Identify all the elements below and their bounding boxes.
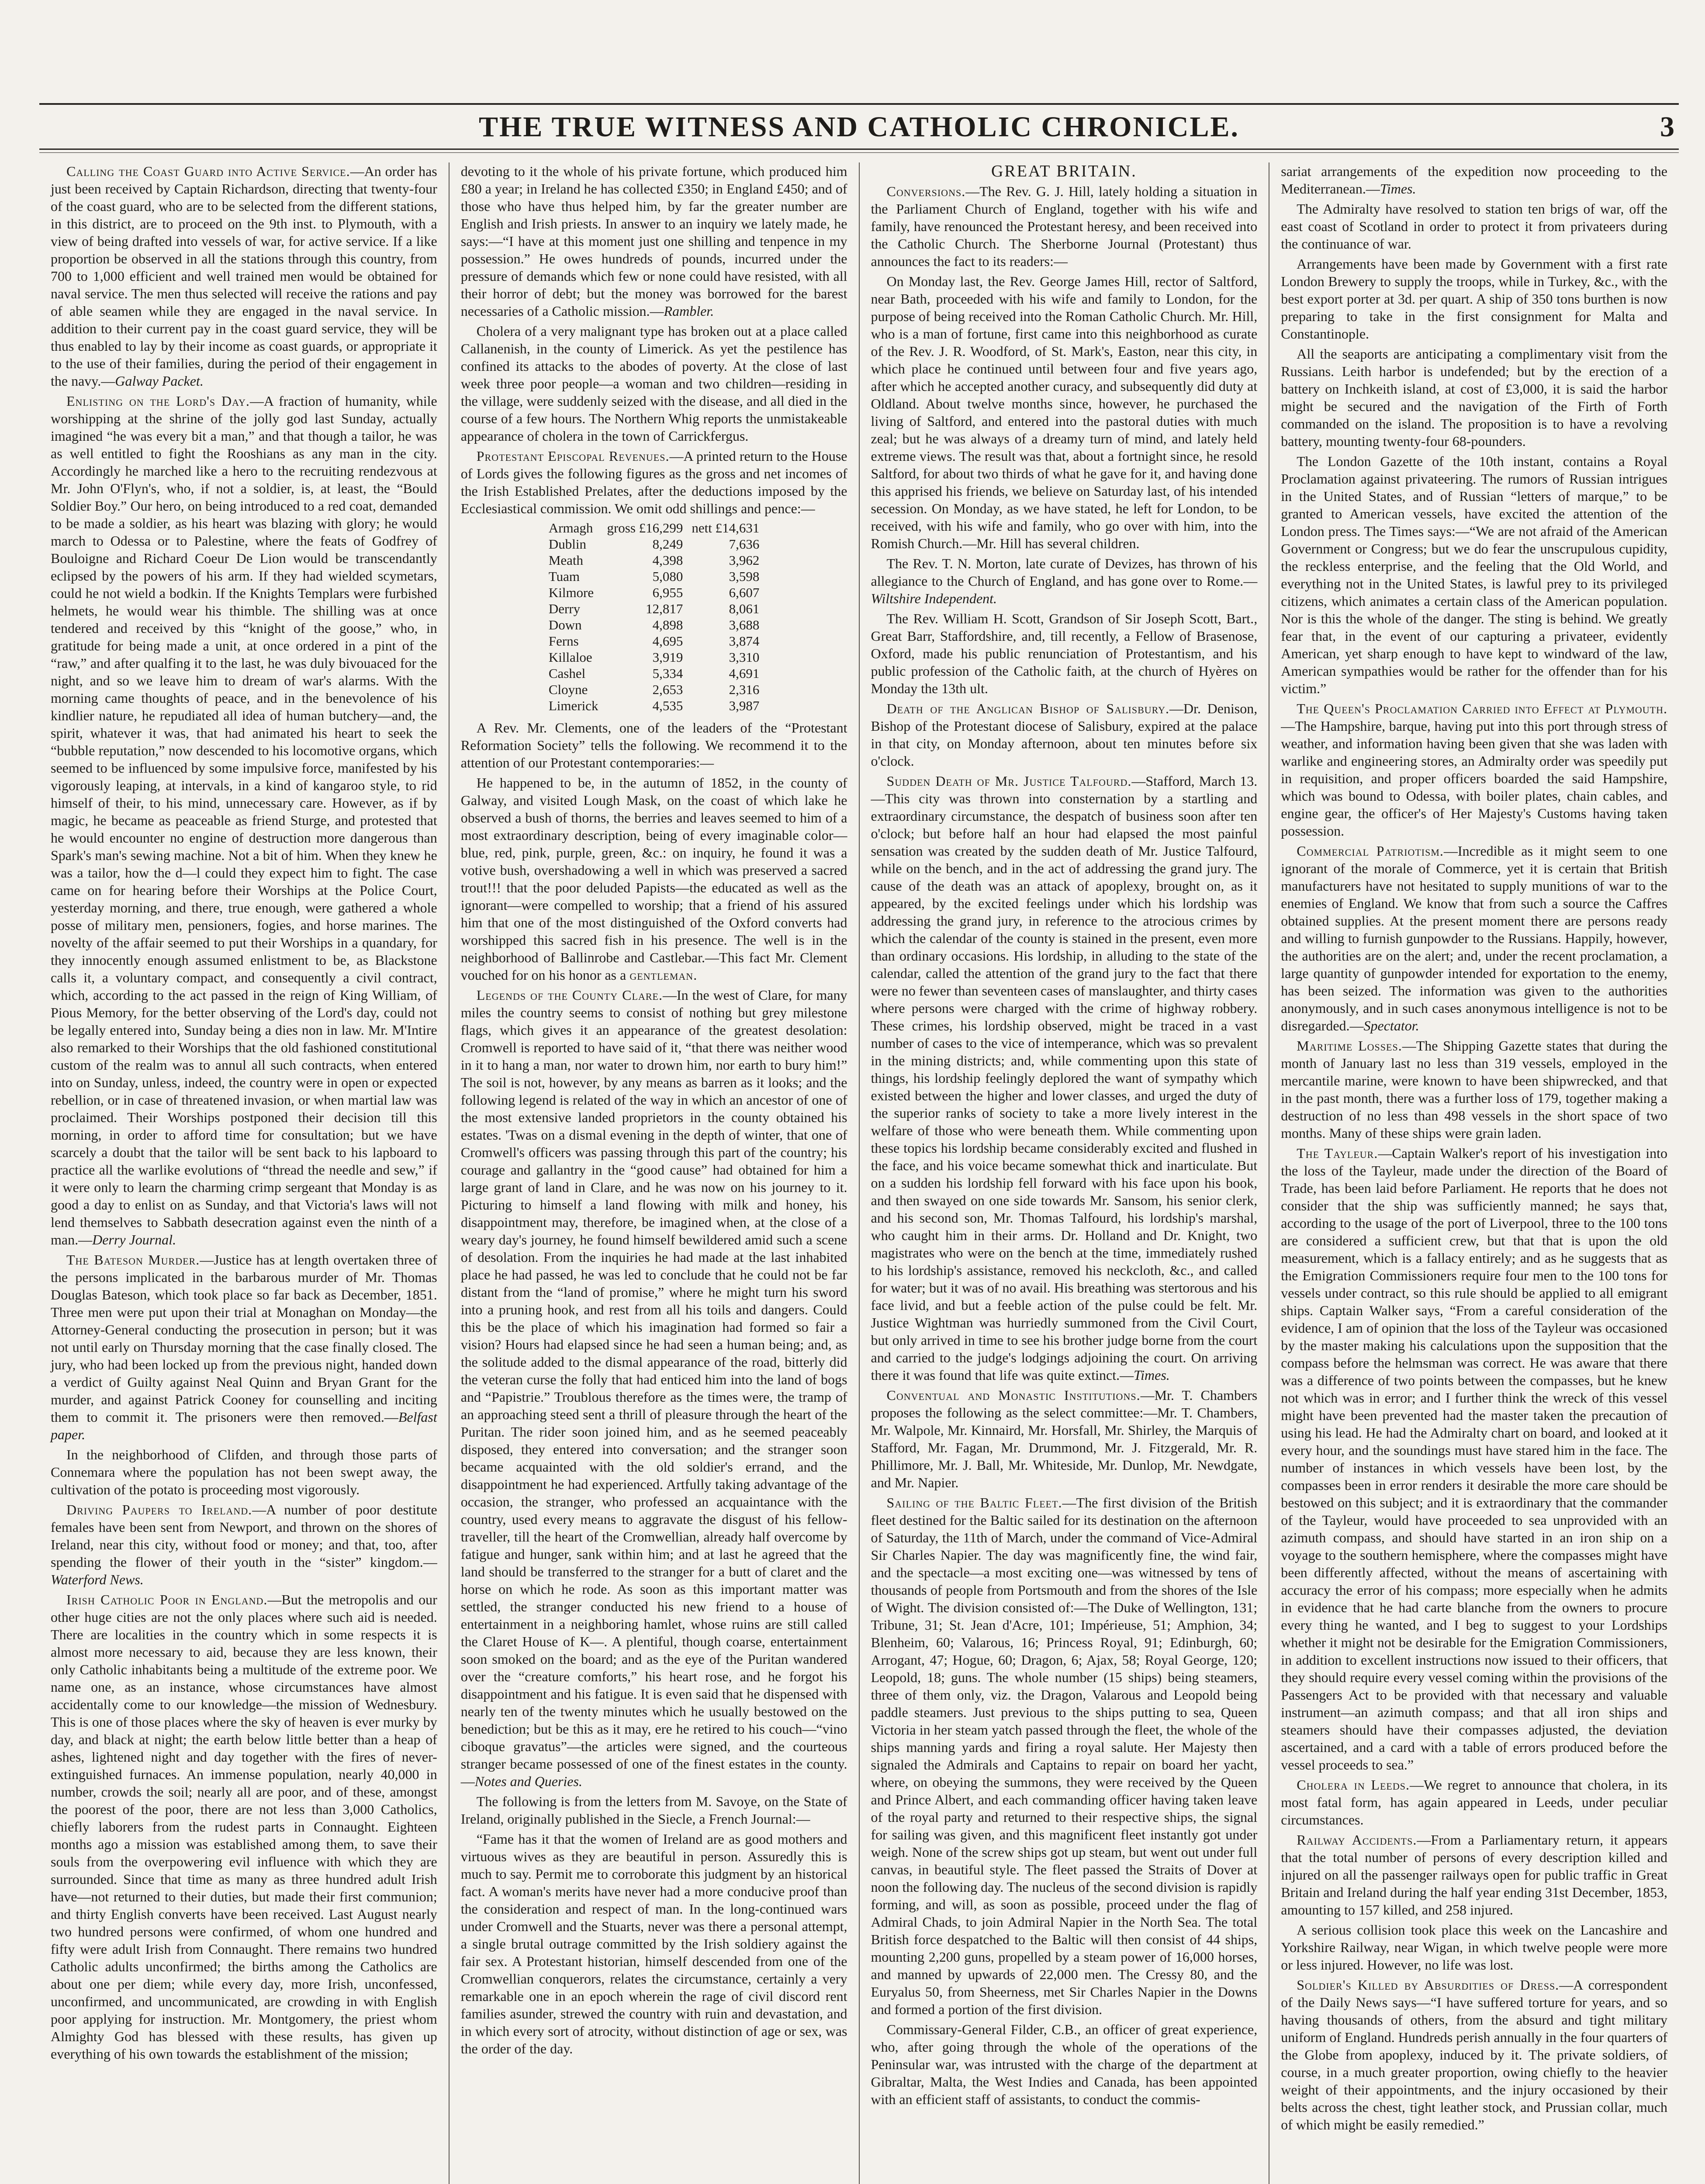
revenue-nett: 3,987 — [729, 698, 760, 713]
article-text: —A number of poor destitute females have been sent from Newport, and thrown on the shores of Ireland, near this city, without food or money; and that, too, after spending the flower of their youth in the “sister” kingdom.— — [51, 1502, 437, 1570]
article-source: Derry Journal. — [92, 1232, 176, 1248]
column-4 — [1269, 162, 1679, 2184]
article-heading: The Queen's Proclamation Carried into Effect at Plymouth. — [1297, 701, 1667, 716]
article-text: The Rev. T. N. Morton, late curate of Devizes, has thrown of his allegiance to the Church of England, and has gone over to Rome.— — [871, 556, 1258, 589]
revenue-gross: 4,898 — [652, 617, 683, 632]
article-bateson-murder — [51, 1251, 437, 1443]
article-heading: Conventual and Monastic Institutions. — [886, 1387, 1141, 1403]
article-text-smallcaps: gentleman. — [629, 967, 698, 983]
article-text: The Admiralty have resolved to station ten brigs of war, off the east coast of Scotland in order to protect it from privateers during the continuance of war. — [1281, 201, 1667, 252]
article-rev-scott — [871, 610, 1258, 697]
article-tayleur — [1281, 1144, 1667, 1773]
article-heading: Enlisting on the Lord's Day. — [66, 393, 250, 409]
revenue-nett: 3,310 — [729, 650, 760, 665]
column-2 — [450, 162, 860, 2184]
article-bishop-salisbury — [871, 700, 1258, 770]
article-text: —Incredible as it might seem to one ignorant of the morale of Commerce, yet it is certain that British manufacturers have not hesitated to supply munitions of war to the enemies of England. We know that from such a source the Caffres obtained supplies. At the present moment there are persons ready and willing to furnish gunpowder to the Russians. Happily, however, the authorities are on the alert; and, under the recent proclamation, a large quantity of gunpowder intended for exportation to the enemy, has been seized. The information was given to the authorities anonymously, and in such cases anonymous intelligence is not to be disregarded.— — [1281, 843, 1667, 1033]
revenue-nett: 3,688 — [729, 617, 760, 632]
revenue-see: Killaloe — [548, 650, 592, 665]
revenue-gross: 4,535 — [652, 698, 683, 713]
revenue-gross: 2,653 — [652, 682, 683, 697]
article-railway-accidents — [1281, 1831, 1667, 1918]
article-savoye-intro — [461, 1793, 847, 1828]
article-text: A Rev. Mr. Clements, one of the leaders of the “Protestant Reformation Society” tells the following. We recommend it to the attention of our Protestant contemporaries:— — [460, 720, 847, 771]
revenue-nett: 6,607 — [729, 585, 760, 600]
article-columns — [39, 162, 1679, 2184]
article-heading: Calling the Coast Guard into Active Service. — [66, 163, 350, 179]
article-text: —Stafford, March 13.—This city was thrown into consternation by a startling and extraordinary circumstance, the despatch of business soon after ten o'clock; but before half an hour had elapsed the most painful sensation was created by the sudden death of Mr. Justice Talfourd, while on the bench, and in the act of addressing the grand jury. The cause of the death was an attack of apoplexy, brought on, as it appeared, by the excited feelings under which his lordship was addressing the grand jury, in reference to the atrocious crimes by which the calendar of the county is stained in the present, even more than ordinary occasions. His lordship, in alluding to the state of the calendar, called the attention of the grand jury to the fact that there were no fewer than seventeen cases of manslaughter, and thirty cases where persons were charged with the crime of highway robbery. These crimes, his lordship observed, might be traced in a vast number of cases to the vice of intemperance, which was so prevalent in the mining districts; and, while commenting upon this state of things, his lordship feelingly deplored the want of sympathy which existed between the higher and lower classes, and urged the duty of the superior ranks of society to take a more lively interest in the welfare of those who were beneath them. While commenting upon these topics his lordship became considerably excited and flushed in the face, and his voice became somewhat thick and inarticulate. But on a sudden his lordship fell forward with his face upon his book, and then swayed on one side towards Mr. Sansom, his senior clerk, and his second son, Mr. Thomas Talfourd, his lordship's marshal, who caught him in their arms. Dr. Holland and Dr. Knight, two magistrates who were on the bench at the time, immediately rushed to his lordship's assistance, removed his neckcloth, &c., and called for water; but it was of no avail. His breathing was stertorous and his face livid, and but a feeble action of the pulse could be felt. Mr. Justice Wightman was hurriedly summoned from the Civil Court, but only arrived in time to see his brother judge borne from the court and carried to the judge's lodgings adjoining the court. On arriving there it was found that life was quite extinct.— — [871, 773, 1258, 1383]
revenue-gross: 4,695 — [652, 633, 683, 649]
revenue-see: Meath — [548, 553, 584, 568]
article-text: —The Rev. G. J. Hill, lately holding a situation in the Parliament Church of England, together with his wife and family, have renounced the Protestant heresy, and been received into the Catholic Church. The Sherborne Journal (Protestant) thus announces the fact to its readers:— — [871, 183, 1258, 269]
article-heading: Driving Paupers to Ireland. — [66, 1502, 252, 1517]
revenue-see: Ferns — [548, 633, 579, 649]
revenue-nett: 3,598 — [729, 569, 760, 584]
revenue-row — [544, 665, 764, 681]
article-heading: Death of the Anglican Bishop of Salisbury. — [886, 701, 1170, 716]
article-text: —The Shipping Gazette states that during the month of January last no less than 319 vessels, employed in the mercantile marine, were known to have been shipwrecked, and that in the past month, there was a further loss of 179, together making a destruction of no less than 498 vessels in the short space of two months. Many of these ships were grain laden. — [1281, 1038, 1668, 1141]
article-text: —In the west of Clare, for many miles the country seems to consist of nothing but grey milestone flags, which gives it an appearance of the greatest desolation: Cromwell is reported to have said of it, “that there was neither wood in it to hang a man, nor water to drown him, nor earth to bury him!” The soil is not, however, by any means as barren as it looks; and the following legend is related of the way in which an ancestor of one of the most extensive landed proprietors in the county obtained his estates. 'Twas on a dismal evening in the depth of winter, that one of Cromwell's officers was passing through this part of the country; his courage and gallantry in the “good cause” had obtained for him a large grant of land in Clare, and he was now on his journey to it. Picturing to himself a land flowing with milk and honey, his disappointment may, therefore, be imagined when, at the close of a weary day's journey, he found himself bewildered amid such a scene of desolation. From the inquiries he had made at the last inhabited place he had passed, he was led to conclude that he could not be far distant from the “land of promise,” where he might turn his sword into a pruning hook, and rest from all his toils and dangers. Could this be the place of which his imagination had formed so fair a vision? Hours had elapsed since he had seen a human being; and, as the solitude added to the dismal appearance of the road, bitterly did the veteran curse the folly that had enticed him into the land of bogs and “Papistrie.” Troublous therefore as the times were, the tramp of an approaching steed sent a thrill of pleasure through the heart of the Puritan. The rider soon joined him, and as he seemed peaceably disposed, they entered into conversation; and the stranger soon became acquainted with the old soldier's errand, and the disappointment he had experienced. Artfully taking advantage of the occasion, the stranger, who professed an acquaintance with the country, used every means to aggravate the disgust of his fellow-traveller, till the heart of the Cromwellian, already half overcome by fatigue and hunger, sank within him; and at last he agreed that the land should be transferred to the stranger for a butt of claret and the horse on which he rode. As soon as this important matter was settled, the stranger conducted his new friend to a house of entertainment in a neighboring hamlet, whose ruins are still called the Claret House of K—. A plentiful, though coarse, entertainment soon smoked on the board; and as the eye of the Puritan wandered over the “creature comforts,” his heart rose, and he forgot his disappointment and his fatigue. It is even said that he dispensed with nearly ten of the twenty minutes which he usually bestowed on the benediction; but be this as it may, ere he retired to his couch—“vino ciboque gravatus”—the articles were signed, and the courteous stranger became possessed of one of the finest estates in the county.— — [460, 987, 847, 1789]
article-text: sariat arrangements of the expedition now proceeding to the Mediterranean.— — [1281, 163, 1667, 197]
article-heading: Cholera in Leeds. — [1297, 1777, 1410, 1793]
revenue-gross: 5,080 — [652, 569, 683, 584]
article-heading: Maritime Losses. — [1297, 1038, 1402, 1054]
article-text: —An order has just been received by Captain Richardson, directing that twenty-four of the coast guard, who are to be selected from the different stations, in this district, are to proceed on the 9th inst. to Plymouth, with a view of being drafted into vessels of war, for active service. If a like proportion be observed in all the stations through this country, from 700 to 1,000 efficient and well trained men would be obtained for naval service. The men thus selected will receive the rations and pay of able seamen while they are engaged in the naval service. In addition to their current pay in the coast guard service, they will be thus enabled to lay by their income as coast guards, or appropriate it to the use of their families, during the period of their engagement in the navy.— — [51, 163, 437, 389]
article-text: —From a Parliamentary return, it appears that the total number of persons of every description killed and injured on all the passenger railways open for public traffic in Great Britain and Ireland during the half year ending 31st December, 1853, amounting to 157 killed, and 258 injured. — [1281, 1832, 1667, 1918]
article-heading: Protestant Episcopal Revenues. — [476, 448, 670, 464]
article-rev-morton — [871, 555, 1258, 607]
revenue-see: Armagh — [548, 520, 593, 536]
article-text: —We regret to announce that cholera, in its most fatal form, has again appeared in Leeds, under peculiar circumstances. — [1281, 1777, 1667, 1828]
article-heading: The Bateson Murder. — [66, 1252, 200, 1268]
article-seaports — [1281, 345, 1667, 450]
article-text: Cholera of a very malignant type has broken out at a place called Callanenish, in the county of Limerick. As yet the pestilence has confined its attacks to the abodes of poverty. At the close of last week three poor people—a woman and two children—residing in the village, were suddenly seized with the disease, and all died in the course of a few hours. The Northern Whig reports the unmistakeable appearance of cholera in the town of Carrickfergus. — [460, 323, 847, 444]
article-heading: The Tayleur. — [1297, 1145, 1378, 1161]
article-heading: Legends of the County Clare. — [476, 987, 663, 1003]
article-commissariat-continued — [1281, 162, 1667, 197]
article-heading: Irish Catholic Poor in England. — [66, 1592, 268, 1607]
article-text: On Monday last, the Rev. George James Hill, rector of Saltford, near Bath, proceeded with his wife and family to London, for the purpose of being received into the Roman Catholic Church. Mr. Hill, who is a man of fortune, first came into this neighborhood as curate of the Rev. J. R. Woodford, of St. Mark's, Easton, near this city, in which place he continued until between four and five years ago, after which he accepted another curacy, and subsequently did duty at Oldland. About twelve months since, however, he purchased the living of Saltford, and entered into the pastoral duties with much zeal; but he was always of a dreamy turn of mind, and lately held extreme views. The result was that, about a fortnight since, he resold Saltford, for about two thirds of what he gave for it, and having done this apprised his friends, we believe on Saturday last, of his intended secession. On Monday, as we have stated, he left for London, to be received, with his wife and family, who go over with him, into the Romish Church.—Mr. Hill has several children. — [871, 273, 1258, 551]
article-clifden — [51, 1446, 437, 1498]
article-privateering — [1281, 453, 1667, 697]
article-heading: Sailing of the Baltic Fleet. — [886, 1495, 1062, 1510]
article-heading: Commercial Patriotism. — [1297, 843, 1444, 859]
masthead-rule — [39, 149, 1679, 153]
article-conventual — [871, 1386, 1258, 1491]
revenue-gross: 8,249 — [652, 536, 683, 552]
article-text: devoting to it the whole of his private fortune, which produced him £80 a year; in Ireland he has collected £350; in England £450; and of those who have thus helped him, by far the greater number are English and Irish priests. In answer to an inquiry we lately made, he says:—“I have at this moment just one shilling and tenpence in my possession.” He owes hundreds of pounds, incurred under the pressure of demands which few or none could have resisted, with all their horror of debt; but the money was borrowed for the barest necessaries of a Catholic mission.— — [460, 163, 847, 319]
article-text: “Fame has it that the women of Ireland are as good mothers and virtuous wives as they are beautiful in person. Assuredly this is much to say. Permit me to corroborate this judgment by an historical fact. A woman's merits have never had a more conducive proof than the consideration and respect of man. In the long-continued wars under Cromwell and the Stuarts, never was there a personal attempt, a single brutal outrage committed by the Irish soldiery against the fair sex. A Protestant historian, himself descended from one of the Cromwellian conquerors, relates the circumstance, certainly a very remarkable one in an epoch wherein the rage of civil discord rent families asunder, strewed the country with ruin and devastation, and in which every sort of atrocity, without distinction of age or sex, was the order of the day. — [460, 1831, 847, 2056]
article-source: Spectator. — [1363, 1018, 1419, 1033]
article-wigan-collision — [1281, 1921, 1667, 1973]
article-source: Galway Packet. — [115, 373, 204, 389]
article-text: —Dr. Denison, Bishop of the Protestant diocese of Salisbury, expired at the palace in that city, on Monday afternoon, about ten minutes before six o'clock. — [871, 701, 1258, 769]
article-cholera-limerick — [461, 322, 847, 445]
revenue-gross: gross £16,299 — [607, 520, 683, 536]
revenue-gross: 4,398 — [652, 553, 683, 568]
revenue-row — [544, 617, 764, 633]
article-text: —Justice has at length overtaken three of the persons implicated in the barbarous murder of Mr. Thomas Douglas Bateson, which took place so far back as December, 1851. Three men were put upon their trial at Monaghan on Monday—the Attorney-General conducting the prosecution in person; but it was not until early on Thursday morning that the case finally closed. The jury, who had been locked up from the previous night, handed down a verdict of Guilty against Neal Quinn and Bryan Grant for the murder, and against Patrick Cooney for counselling and inciting them to commit it. The prisoners were then removed.— — [51, 1252, 437, 1425]
page-number: 3 — [1660, 111, 1674, 143]
revenue-see: Cloyne — [548, 682, 588, 697]
article-brigs-of-war — [1281, 200, 1667, 252]
article-maritime-losses — [1281, 1037, 1667, 1142]
article-baltic-fleet — [871, 1494, 1258, 2018]
revenue-see: Kilmore — [548, 585, 594, 600]
top-rule — [39, 103, 1679, 105]
article-text: Arrangements have been made by Government with a first rate London Brewery to supply the troops, while in Turkey, &c., with the best export porter at 3d. per quart. A ship of 350 tons burthen is now preparing to take in the first consignment for Malta and Constantinople. — [1281, 256, 1667, 342]
article-source: Times. — [1380, 181, 1416, 197]
revenue-row — [544, 536, 764, 552]
article-source: Times. — [1134, 1367, 1170, 1383]
revenue-see: Dublin — [548, 536, 586, 552]
article-heading: Soldier's Killed by Absurdities of Dress. — [1297, 1977, 1560, 1993]
revenue-gross: 6,955 — [652, 585, 683, 600]
article-soldiers-dress — [1281, 1976, 1667, 2133]
article-episcopal-revenues — [461, 447, 847, 517]
revenues-table — [544, 520, 764, 714]
article-heading: Sudden Death of Mr. Justice Talfourd. — [886, 773, 1132, 789]
article-text: Commissary-General Filder, C.B., an officer of great experience, who, after going through the whole of the operations of the Peninsular war, was intrusted with the charge of the department at Gibraltar, Malta, the West Indies and Canada, has been appointed with an efficient staff of assistants, to conduct the commis- — [871, 2022, 1258, 2107]
revenue-gross: 3,919 — [652, 650, 683, 665]
section-heading: GREAT BRITAIN. — [991, 162, 1137, 180]
revenue-see: Down — [548, 617, 582, 632]
article-sacred-trout — [461, 774, 847, 984]
article-driving-paupers — [51, 1501, 437, 1588]
column-1 — [39, 162, 450, 2184]
article-text: The Rev. William H. Scott, Grandson of Sir Joseph Scott, Bart., Great Barr, Staffordshire, and, till recently, a Fellow of Brasenose, Oxford, made his public renunciation of Protestantism, and his public profession of the Catholic faith, at the church of Hyères on Monday the 13th ult. — [871, 611, 1258, 696]
article-justice-talfourd — [871, 772, 1258, 1384]
article-cholera-leeds — [1281, 1776, 1667, 1828]
article-source: Notes and Queries. — [474, 1773, 582, 1789]
article-text: —A printed return to the House of Lords gives the following figures as the gross and net incomes of the Irish Established Prelates, after the deductions imposed by the Ecclesiastical commission. We omit odd shillings and pence:— — [460, 448, 847, 516]
revenue-row — [544, 584, 764, 601]
article-mission-continued — [461, 162, 847, 320]
revenue-row — [544, 568, 764, 584]
article-text: —The Hampshire, barque, having put into this port through stress of weather, and information having been given that she was laden with warlike and engineering stores, an Admiralty order was speedily put in requisition, and proper officers boarded the said Hampshire, which was bound to Odessa, with boiler plates, chain cables, and engine gear, the officer's of Her Majesty's Customs having taken possession. — [1281, 718, 1667, 839]
revenue-gross: 12,817 — [646, 601, 683, 616]
article-heading: Conversions. — [886, 183, 966, 199]
column-3 — [860, 162, 1270, 2184]
article-irish-poor — [51, 1591, 437, 2063]
revenue-nett: nett £14,631 — [692, 520, 760, 536]
article-text: The London Gazette of the 10th instant, contains a Royal Proclamation against privateering. The rumors of Russian intrigues in the United States, and of Russian “letters of marque,” to be granted to American vessels, have excited the attention of the London press. The Times says:—“We are not afraid of the American Government or Congress; but we do fear the unscrupulous cupidity, the reckless enterprise, and the feeling that the Old World, and everything not in the United States, is lawful prey to its privileged citizens, which animates a certain class of the American population. Nor is this the whole of the danger. The sting is behind. We greatly fear that, in the event of our capturing a privateer, evidently American, yet sharp enough to have kept to windward of the law, American sympathies would be rather for the offender than for his victim.” — [1281, 453, 1667, 696]
article-text: In the neighborhood of Clifden, and through those parts of Connemara where the population has not been swept away, the cultivation of the potato is proceeding most vigorously. — [51, 1447, 437, 1497]
revenue-see: Derry — [548, 601, 581, 616]
revenue-nett: 3,962 — [729, 553, 760, 568]
article-text: All the seaports are anticipating a complimentary visit from the Russians. Leith harbor is undefended; but by the erection of a battery on Inchkeith island, at cost of £3,000, it is said the harbor might be secured and the navigation of the Firth of Forth commanded on the island. The proposition is to have a revolving battery, mounting twenty-four 68-pounders. — [1281, 346, 1667, 449]
article-savoye-quote — [461, 1830, 847, 2057]
masthead — [39, 107, 1679, 147]
revenue-nett: 4,691 — [729, 666, 760, 681]
revenue-row — [544, 601, 764, 617]
revenue-nett: 2,316 — [729, 682, 760, 697]
revenue-row — [544, 649, 764, 665]
article-queens-proclamation — [1281, 700, 1667, 840]
article-source: Belfast paper. — [51, 1409, 437, 1442]
article-rev-clements — [461, 719, 847, 771]
revenue-see: Cashel — [548, 666, 586, 681]
article-text: —Mr. T. Chambers proposes the following as the select committee:—Mr. T. Chambers, Mr. Walpole, Mr. Kinnaird, Mr. Horsfall, Mr. Shirley, the Marquis of Stafford, Mr. Fagan, Mr. Drummond, Mr. J. Fitzgerald, Mr. R. Phillimore, Mr. J. Ball, Mr. Whiteside, Mr. Dunlop, Mr. Newdgate, and Mr. Napier. — [871, 1387, 1258, 1490]
revenue-nett: 8,061 — [729, 601, 760, 616]
revenue-row — [544, 552, 764, 568]
article-commercial-patriotism — [1281, 842, 1667, 1034]
revenue-see: Tuam — [548, 569, 580, 584]
article-legends-clare — [461, 986, 847, 1790]
article-source: Wiltshire Independent. — [871, 591, 997, 606]
article-text: A serious collision took place this week on the Lancashire and Yorkshire Railway, near Wigan, in which twelve people were more or less injured. However, no life was lost. — [1281, 1922, 1667, 1973]
article-conversions — [871, 183, 1258, 270]
article-coast-guard — [51, 162, 437, 390]
article-source: Rambler. — [664, 303, 714, 319]
revenue-row — [544, 681, 764, 698]
revenue-row — [544, 698, 764, 714]
article-heading: Railway Accidents. — [1297, 1832, 1417, 1848]
article-text: The following is from the letters from M. Savoye, on the State of Ireland, originally published in the Siecle, a French Journal:— — [460, 1794, 847, 1827]
revenue-row — [544, 520, 764, 536]
article-text: He happened to be, in the autumn of 1852, in the county of Galway, and visited Lough Mask, on the coast of which lake he observed a bush of thorns, the berries and leaves seemed to him of a most extraordinary description, being of every imaginable color—blue, red, pink, purple, green, &c.: on inquiry, he found it was a votive bush, overshadowing a well in which was preserved a sacred trout!!! that the poor deluded Papists—the educated as well as the ignorant—were compelled to worship; that a friend of his assured him that one of the most distinguished of the Oxford converts had worshipped this sacred fish in his presence. The well is in the neighborhood of Ballinrobe and Castlebar.—This fact Mr. Clement vouched for on his honor as a — [460, 775, 847, 983]
revenue-row — [544, 633, 764, 649]
revenue-gross: 5,334 — [652, 666, 683, 681]
article-porter — [1281, 255, 1667, 342]
article-text: —The first division of the British fleet destined for the Baltic sailed for its destination on the afternoon of Saturday, the 11th of March, under the command of Vice-Admiral Sir Charles Napier. The day was magnificently fine, the wind fair, and the spectacle—a most exciting one—was witnessed by tens of thousands of people from Portsmouth and from the shores of the Isle of Wight. The division consisted of:—The Duke of Wellington, 131; Tribune, 31; St. Jean d'Acre, 101; Impérieuse, 51; Amphion, 34; Blenheim, 60; Valarous, 16; Princess Royal, 91; Edinburgh, 60; Arrogant, 47; Hogue, 60; Dragon, 6; Ajax, 58; Royal George, 120; Leopold, 18; guns. The whole number (15 ships) being steamers, three of them only, viz. the Dragon, Valarous and Leopold being paddle steamers. Just previous to the ships putting to sea, Queen Victoria in her steam yatch passed through the fleet, the whole of the ships manning yards and firing a royal salute. Her Majesty then signaled the Admirals and Captains to repair on board her yacht, where, on obeying the summons, they were received by the Queen and Prince Albert, and each commanding officer having taken leave of the royal party and returned to their respective ships, the signal for sailing was given, and this magnificent fleet instantly got under weigh. None of the screw ships got up steam, but went out under full canvas, in beautiful style. The fleet passed the Straits of Dover at noon the following day. The nucleus of the second division is rapidly forming, and will, as soon as possible, proceed under the flag of Admiral Chads, to join Admiral Napier in the North Sea. The total British force despatched to the Baltic will then consist of 44 ships, mounting 2,200 guns, propelled by a steam power of 16,000 horses, and manned by upwards of 22,000 men. The Cressy 80, and the Euryalus 50, from Sheerness, met Sir Charles Napier in the Downs and formed a portion of the first division. — [871, 1495, 1258, 2017]
newspaper-title: THE TRUE WITNESS AND CATHOLIC CHRONICLE. — [478, 111, 1240, 143]
revenue-nett: 3,874 — [729, 633, 760, 649]
article-text: —A correspondent of the Daily News says—“I have suffered torture for years, and so having thousands of others, from the absurd and tight military uniform of England. Hundreds perish annually in the four quarters of the Globe from apoplexy, induced by it. The private soldiers, of course, in a much greater proportion, owing chiefly to the heavier weight of their appointments, and the injury occasioned by their belts across the chest, tight leather stock, and Prussian collar, much of which might be easily remedied.” — [1281, 1977, 1667, 2132]
article-text: —A fraction of humanity, while worshipping at the shrine of the jolly god last Sunday, actually imagined “he was every bit a man,” and that though a tailor, he was as well entitled to fight the Rooshians as any man in the city. Accordingly he marched like a hero to the recruiting rendezvous at Mr. John O'Flyn's, who, if not a soldier, is, at least, the “Bould Soldier Boy.” Our hero, on being introduced to a red coat, demanded to be made a soldier, as his heart was blazing with glory; he would march to Odessa or to Palestine, where the feats of Godfrey of Bouloigne and Richard Coeur De Lion would be transcendantly eclipsed by the powers of his arm. If they had wielded scymetars, could he not wield a bodkin. If the Knights Templars were furbished helmets, he would wear his thimble. The shilling was at once tendered and received by this “knight of the goose,” who, in gratitude for being made a unit, at once ordered in a pint of the “raw,” and after qualfing it to the last, he was duly bivouaced for the night, and so we leave him to dream of war's alarms. With the morning came thoughts of peace, and in the benevolence of his kindlier nature, he repudiated all idea of human butchery—and, the spirit, whatever it was, that had animated his heart to seek the “bubble reputation,” now descended to his locomotive organs, which seemed to be influenced by some impulsive force, manifested by his vigorously leaping, at intervals, in a kind of kangaroo style, to rid himself of their, to his mind, unnecessary care. However, as if by magic, he became as peaceable as friend Sturge, and protested that he would encounter no engine of destruction more dangerous than Spark's man's sewing machine. Not a bit of him. When they knew he was a tailor, how the d—l could they expect him to fight. The case came on for hearing before their Worships at the Police Court, yesterday morning, and there, true enough, were gathered a whole posse of military men, pensioners, fogies, and horse marines. The novelty of the affair seemed to put their Worships in a quandary, for they innocently enough assumed enlistment to be, as Blackstone calls it, a voluntary compact, and consequently a civil contract, which, according to the act passed in the reign of King William, of Pious Memory, for the better observing of the Lord's day, could not be legally entered into, Sunday being a dies non in law. Mr. M'Intire also remarked to their Worships that the old fashioned constitutional custom of the realm was to annul all such contracts, when entered into on Sunday, unless, indeed, the country were in open or expected rebellion, or in case of threatened invasion, or when martial law was proclaimed. Their Worships postponed their decision till this morning, in order to afford time for consultation; but we have scarcely a doubt that the tailor will be sent back to his lapboard to practice all the warlike evolutions of “thread the needle and sew,” if it were only to learn the charming crimp sergeant that Monday is as good a day to enlist on as Sunday, and that Victoria's laws will not lend themselves to Sabbath desecration against even the ninth of a man.— — [51, 393, 437, 1248]
revenue-nett: 7,636 — [729, 536, 760, 552]
article-rev-hill — [871, 273, 1258, 552]
article-enlisting — [51, 392, 437, 1248]
revenue-see: Limerick — [548, 698, 598, 713]
article-source: Waterford News. — [51, 1572, 144, 1587]
article-commissary — [871, 2021, 1258, 2108]
article-text: —Captain Walker's report of his investigation into the loss of the Tayleur, made under the direction of the Board of Trade, has been laid before Parliament. He reports that he does not consider that the ship was sufficiently manned; he says that, according to the usage of the port of Liverpool, three to the 100 tons are considered a sufficient crew, but that that is upon the old measurement, which is a fallacy entirely; and as he suggests that as the Emigration Commissioners require four men to the 100 tons for vessels under contract, so this rule should be applied to all emigrant ships. Captain Walker says, “From a careful consideration of the evidence, I am of opinion that the loss of the Tayleur was occasioned by the master making his calculations upon the supposition that the compass before the helmsman was correct. He was aware that there was a difference of two points between the compasses, but he knew not which was in error; and I further think the wreck of this vessel might have been prevented had the master taken the precaution of using his lead. He had the Admiralty chart on board, and looked at it every hour, and the soundings must have stared him in the face. The number of instances in which vessels have been lost, by the compasses been in error renders it desirable the more care should be bestowed on this subject; and it is extraordinary that the commander of the Tayleur, would have proceeded to sea unprovided with an azimuth compass, and should have started in an iron ship on a voyage to the southern hemisphere, where the compasses might have been differently affected, without the means of ascertaining with accuracy the error of his compass; more especially when he admits in evidence that he had carte blanche from the owners to procure every thing he wanted, and I beg to suggest to your Lordships whether it might not be desirable for the Emigration Commissioners, in addition to excellent instructions now issued to their officers, that they should require every vessel coming within the provisions of the Passengers Act to be provided with that necessary and valuable instrument—an azimuth compass; and that all iron ships and steamers should have their compasses adjusted, the deviation ascertained, and a card with a table of errors produced before the vessel proceeds to sea.” — [1281, 1145, 1667, 1773]
article-text: —But the metropolis and our other huge cities are not the only places where such aid is needed. There are localities in the country which in some respects it is almost more necessary to aid, because they are less known, their only Catholic inhabitants being a multitude of the extreme poor. We name one, as an instance, whose circumstances have almost accidentally come to our knowledge—the mission of Wednesbury. This is one of those places where the sky of heaven is ever murky by day, and black at night; the earth below little better than a heap of ashes, lightened night and day together with the fires of never-extinguished furnaces. An immense population, nearly 40,000 in number, crowds the soil; nearly all are poor, and of these, amongst the poorest of the poor, there are not less than 3,000 Catholics, chiefly laborers from the rudest parts in Connaught. Eighteen months ago a mission was established among them, to save their souls from the overpowering evil influence with which they are surrounded. Since that time as many as three hundred adult Irish have—not returned to their duties, but made their first communion; and thirty English converts have been received. Last August nearly two hundred persons were confirmed, of whom one hundred and fifty were adult Irish from Connaught. There remains two hundred Catholic adults unconfirmed; the births among the Catholics are about one per diem; while every day, more Irish, unconfessed, unconfirmed, and uncommunicated, are crowding in with English poor applying for instruction. Mr. Montgomery, the priest whom Almighty God has blessed with these results, has given up everything of his own towards the establishment of the mission; — [51, 1592, 437, 2062]
